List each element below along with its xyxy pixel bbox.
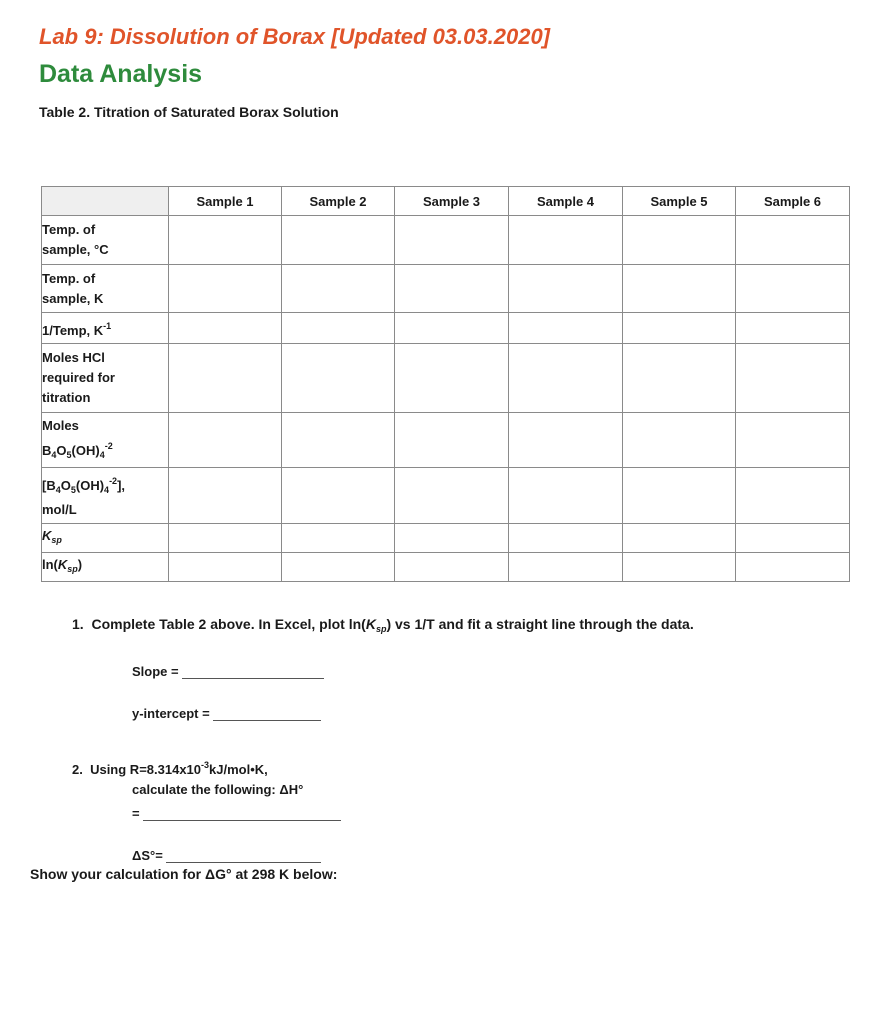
show-calculation-instruction: Show your calculation for ΔG° at 298 K below:	[30, 866, 338, 882]
data-cell[interactable]	[509, 468, 623, 524]
question-2-text-a: Using R=8.314x10	[90, 762, 202, 777]
row-label-exponent: -1	[103, 320, 112, 331]
ln-prefix: ln(	[42, 557, 58, 572]
delta-h-row	[132, 806, 341, 821]
data-cell[interactable]	[509, 265, 623, 313]
data-cell[interactable]	[169, 553, 282, 582]
data-cell[interactable]	[282, 265, 395, 313]
row-label-line: sample, °C	[42, 242, 109, 257]
formula-charge: -2	[109, 476, 118, 486]
titration-table	[41, 186, 850, 582]
data-cell[interactable]	[509, 413, 623, 468]
row-label-line: Temp. of	[42, 222, 96, 237]
table-header-row	[42, 187, 850, 216]
data-cell[interactable]	[282, 313, 395, 344]
data-cell[interactable]	[736, 216, 850, 265]
table-row	[42, 468, 850, 524]
data-cell[interactable]	[169, 524, 282, 553]
data-cell[interactable]	[736, 413, 850, 468]
delta-s-answer-line[interactable]	[166, 848, 321, 863]
question-number: 2.	[72, 762, 83, 777]
data-cell[interactable]	[736, 313, 850, 344]
data-cell[interactable]	[169, 413, 282, 468]
intercept-answer-line[interactable]	[213, 706, 321, 721]
data-cell[interactable]	[395, 468, 509, 524]
data-cell[interactable]	[282, 344, 395, 413]
ksp-subscript	[376, 624, 387, 634]
data-cell[interactable]	[282, 553, 395, 582]
data-cell[interactable]	[395, 524, 509, 553]
data-cell[interactable]	[169, 265, 282, 313]
formula-part: ],	[117, 478, 126, 493]
row-label-line: required for	[42, 370, 115, 385]
row-label-line: Moles HCl	[42, 350, 105, 365]
row-label-moles-hcl	[42, 344, 169, 413]
row-label-borate-concentration	[42, 468, 169, 524]
header-corner-cell	[42, 187, 169, 216]
formula-subscript: 4	[55, 485, 61, 495]
data-cell[interactable]	[623, 553, 736, 582]
formula-subscript: 4	[104, 485, 110, 495]
formula-subscript: 4	[99, 449, 105, 460]
ksp-symbol: K	[57, 557, 68, 572]
row-label-line: Moles	[42, 417, 79, 433]
formula-part: O	[60, 478, 71, 493]
header-sample-4: Sample 4	[509, 187, 623, 216]
intercept-row	[132, 706, 321, 721]
data-cell[interactable]	[623, 313, 736, 344]
intercept-label: y-intercept =	[132, 706, 210, 721]
data-cell[interactable]	[736, 468, 850, 524]
table-row	[42, 265, 850, 313]
data-cell[interactable]	[395, 313, 509, 344]
data-cell[interactable]	[736, 265, 850, 313]
data-cell[interactable]	[623, 216, 736, 265]
ksp-subscript-text: sp	[51, 535, 62, 545]
table-row	[42, 344, 850, 413]
slope-answer-line[interactable]	[182, 664, 324, 679]
row-label-line: mol/L	[42, 502, 77, 517]
data-cell[interactable]	[509, 524, 623, 553]
row-label-ln-ksp	[42, 553, 169, 582]
slope-row	[132, 664, 324, 679]
data-cell[interactable]	[395, 413, 509, 468]
formula-part: [B	[42, 478, 56, 493]
lab-title: Lab 9: Dissolution of Borax [Updated 03.03.2020]	[39, 24, 551, 49]
data-cell[interactable]	[395, 216, 509, 265]
formula-charge: -2	[104, 440, 113, 451]
data-cell[interactable]	[395, 265, 509, 313]
ksp-symbol: K	[42, 528, 52, 543]
data-cell[interactable]	[623, 265, 736, 313]
row-label-temp-celsius	[42, 216, 169, 265]
formula-part: O	[56, 442, 67, 458]
borate-formula	[42, 436, 168, 465]
data-cell[interactable]	[736, 524, 850, 553]
gas-constant-exponent: -3	[201, 760, 210, 770]
row-label-line: Temp. of	[42, 270, 96, 286]
question-2	[72, 760, 268, 777]
ksp-subscript	[67, 564, 78, 574]
table-row	[42, 524, 850, 553]
borate-concentration-formula	[42, 471, 168, 500]
question-number: 1.	[72, 616, 84, 632]
data-cell[interactable]	[509, 344, 623, 413]
data-cell[interactable]	[282, 524, 395, 553]
data-cell[interactable]	[282, 216, 395, 265]
table-caption: Table 2. Titration of Saturated Borax Solution	[39, 104, 339, 120]
delta-h-equals: =	[132, 806, 140, 821]
formula-subscript: 5	[70, 485, 76, 495]
formula-subscript: 5	[66, 449, 72, 460]
data-cell[interactable]	[169, 344, 282, 413]
row-label-moles-borate	[42, 413, 169, 468]
delta-s-label: ΔS°=	[132, 848, 163, 863]
row-label-line: titration	[42, 390, 91, 405]
ksp-subscript-text: sp	[67, 564, 78, 574]
data-cell[interactable]	[623, 413, 736, 468]
ksp-subscript	[51, 535, 62, 545]
data-cell[interactable]	[509, 216, 623, 265]
data-cell[interactable]	[395, 553, 509, 582]
question-1-text-a: Complete Table 2 above. In Excel, plot ln(	[91, 616, 366, 632]
table-row	[42, 413, 850, 468]
row-label-inverse-temp	[42, 313, 169, 344]
data-cell[interactable]	[736, 553, 850, 582]
data-cell[interactable]	[169, 216, 282, 265]
ksp-symbol: K	[365, 616, 376, 632]
header-sample-5: Sample 5	[623, 187, 736, 216]
formula-part: (OH)	[75, 478, 105, 493]
slope-label: Slope =	[132, 664, 179, 679]
data-cell[interactable]	[623, 468, 736, 524]
delta-s-row	[132, 848, 321, 863]
ksp-subscript-text: sp	[375, 624, 387, 634]
row-label-line: sample, K	[42, 290, 104, 306]
table-row	[42, 553, 850, 582]
data-cell[interactable]	[169, 468, 282, 524]
row-label-ksp	[42, 524, 169, 553]
formula-part: (OH)	[71, 442, 100, 458]
question-2-text-b: kJ/mol•K,	[209, 762, 268, 777]
data-cell[interactable]	[623, 524, 736, 553]
header-sample-1: Sample 1	[169, 187, 282, 216]
table-row	[42, 216, 850, 265]
data-cell[interactable]	[169, 313, 282, 344]
header-sample-2: Sample 2	[282, 187, 395, 216]
formula-part: B	[42, 442, 52, 458]
question-1-text-b: ) vs 1/T and fit a straight line through the data.	[386, 616, 694, 632]
question-1	[72, 616, 694, 634]
header-sample-3: Sample 3	[395, 187, 509, 216]
question-2-line-2: calculate the following: ΔH°	[132, 782, 304, 797]
data-cell[interactable]	[282, 413, 395, 468]
table-row	[42, 313, 850, 344]
data-cell[interactable]	[736, 344, 850, 413]
section-title: Data Analysis	[39, 60, 203, 88]
data-cell[interactable]	[623, 344, 736, 413]
formula-subscript: 4	[51, 449, 57, 460]
ln-suffix: )	[77, 557, 83, 572]
data-cell[interactable]	[509, 553, 623, 582]
delta-h-answer-line[interactable]	[143, 806, 341, 821]
data-cell[interactable]	[395, 344, 509, 413]
data-cell[interactable]	[282, 468, 395, 524]
header-sample-6: Sample 6	[736, 187, 850, 216]
data-cell[interactable]	[509, 313, 623, 344]
row-label-temp-kelvin	[42, 265, 169, 313]
row-label-text: 1/Temp, K	[42, 322, 104, 338]
